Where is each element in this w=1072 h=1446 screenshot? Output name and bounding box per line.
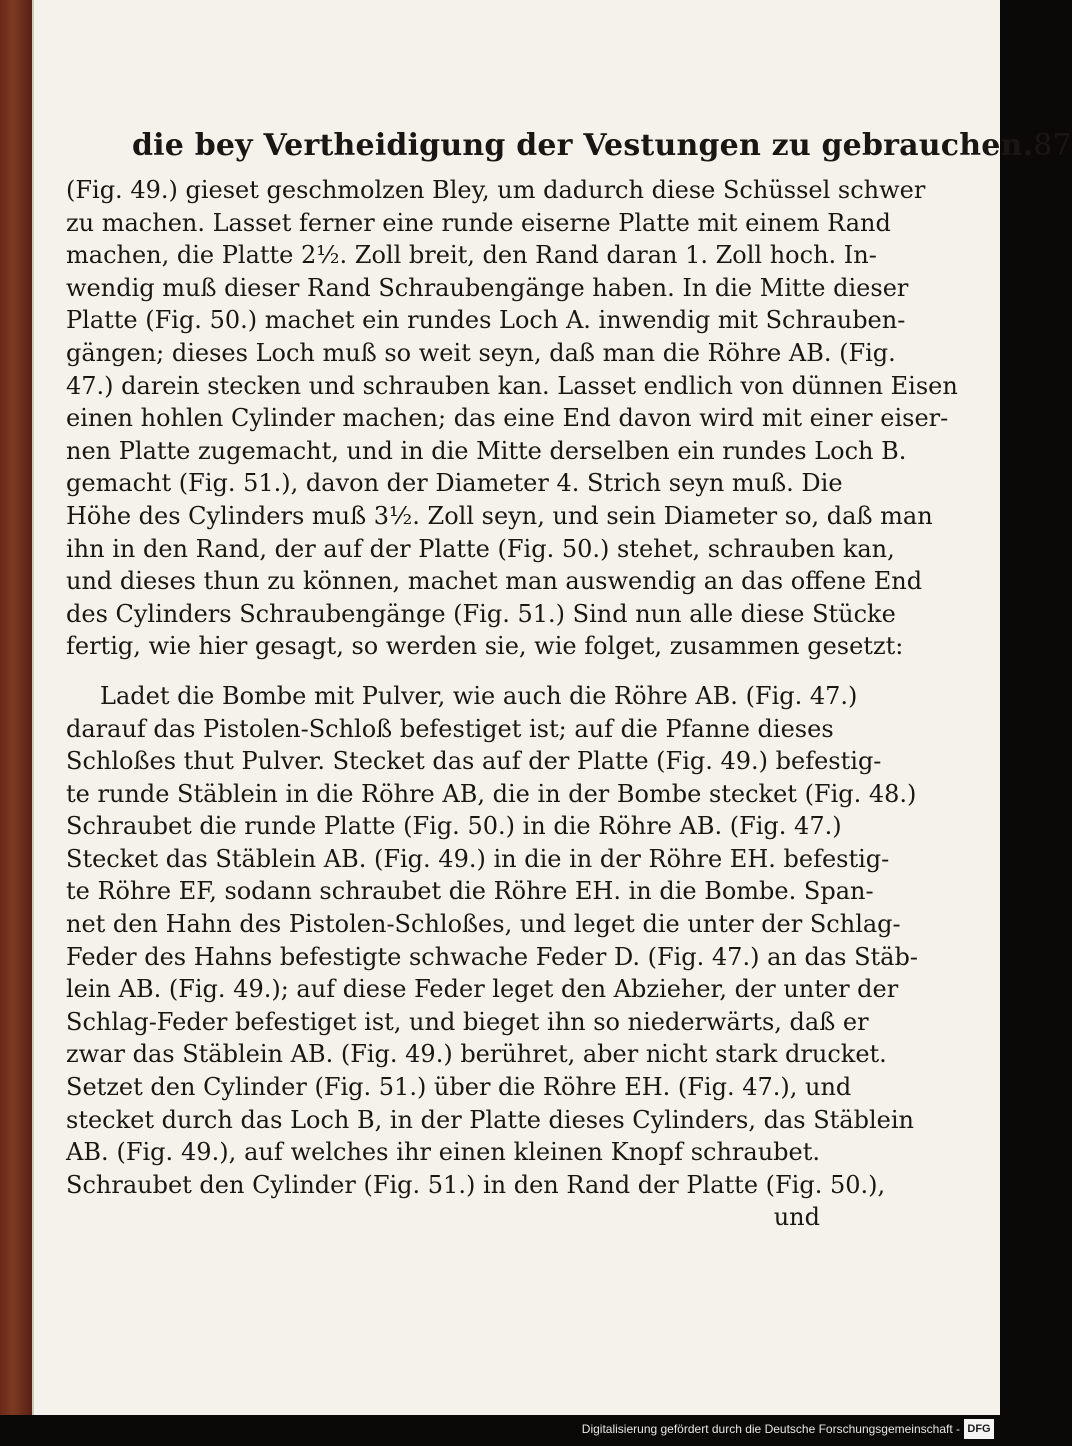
text-line: AB. (Fig. 49.), auf welches ihr einen kleinen Knopf schraubet. [66,1138,820,1167]
funding-credit: Digitalisierung gefördert durch die Deutsche Forschungsgemeinschaft - [581,1422,960,1436]
text-line: ihn in den Rand, der auf der Platte (Fig. 50.) stehet, schrauben kan, [66,534,895,563]
text-line: Stecket das Stäblein AB. (Fig. 49.) in die in der Röhre EH. befestig- [66,844,890,873]
paragraph-1 [66,174,958,663]
text-line: machen, die Platte 2½. Zoll breit, den Rand daran 1. Zoll hoch. In- [66,241,877,270]
text-line: darauf das Pistolen-Schloß befestiget ist; auf die Pfanne dieses [66,714,834,743]
text-line: gemacht (Fig. 51.), davon der Diameter 4. Strich seyn muß. Die [66,469,843,498]
text-line: fertig, wie hier gesagt, so werden sie, wie folget, zusammen gesetzt: [66,632,904,661]
text-line: und dieses thun zu können, machet man auswendig an das offene End [66,567,923,596]
text-line: zwar das Stäblein AB. (Fig. 49.) berühret, aber nicht stark drucket. [66,1040,887,1069]
text-line: gängen; dieses Loch muß so weit seyn, daß man die Röhre AB. (Fig. [66,338,896,367]
text-line: Setzet den Cylinder (Fig. 51.) über die Röhre EH. (Fig. 47.), und [66,1073,852,1102]
catchword: und [773,1203,820,1232]
text-line: des Cylinders Schraubengänge (Fig. 51.) Sind nun alle diese Stücke [66,599,896,628]
text-line: zu machen. Lasset ferner eine runde eiserne Platte mit einem Rand [66,208,891,237]
text-line: 47.) darein stecken und schrauben kan. Lasset endlich von dünnen Eisen [66,371,958,400]
text-line: stecket durch das Loch B, in der Platte dieses Cylinders, das Stäblein [66,1105,914,1134]
book-cover-edge [0,0,32,1415]
text-line: Schraubet die runde Platte (Fig. 50.) in die Röhre AB. (Fig. 47.) [66,812,842,841]
text-line: Höhe des Cylinders muß 3½. Zoll seyn, und sein Diameter so, daß man [66,501,933,530]
text-line: net den Hahn des Pistolen-Schloßes, und leget die unter der Schlag- [66,910,901,939]
running-title: die bey Vertheidigung der Vestungen zu gebrauchen. [132,128,1034,163]
text-line: lein AB. (Fig. 49.); auf diese Feder leget den Abzieher, der unter der [66,975,899,1004]
text-line: Feder des Hahns befestigte schwache Feder D. (Fig. 47.) an das Stäb- [66,942,918,971]
body-text [66,174,958,1234]
text-line: Ladet die Bombe mit Pulver, wie auch die Röhre AB. (Fig. 47.) [100,681,858,710]
dfg-logo: DFG [964,1419,994,1439]
text-line: Schraubet den Cylinder (Fig. 51.) in den Rand der Platte (Fig. 50.), [66,1170,886,1199]
text-line: wendig muß dieser Rand Schraubengänge haben. In die Mitte dieser [66,273,909,302]
paragraph-2 [66,680,918,1202]
paragraph-gap [66,663,820,680]
text-line: Platte (Fig. 50.) machet ein rundes Loch A. inwendig mit Schrauben- [66,306,906,335]
page-number: 87 [1033,128,1072,163]
text-line: einen hohlen Cylinder machen; das eine End davon wird mit einer eiser- [66,404,949,433]
running-header [132,128,1072,172]
text-line: Schloßes thut Pulver. Stecket das auf der Platte (Fig. 49.) befestig- [66,747,882,776]
text-line: te Röhre EF, sodann schraubet die Röhre EH. in die Bombe. Span- [66,877,874,906]
text-line: (Fig. 49.) gieset geschmolzen Bley, um dadurch diese Schüssel schwer [66,176,926,204]
text-line: te runde Stäblein in die Röhre AB, die in der Bombe stecket (Fig. 48.) [66,779,917,808]
text-line: nen Platte zugemacht, und in die Mitte derselben ein rundes Loch B. [66,436,907,465]
text-line: Schlag-Feder befestiget ist, und bieget ihn so niederwärts, daß er [66,1007,869,1036]
